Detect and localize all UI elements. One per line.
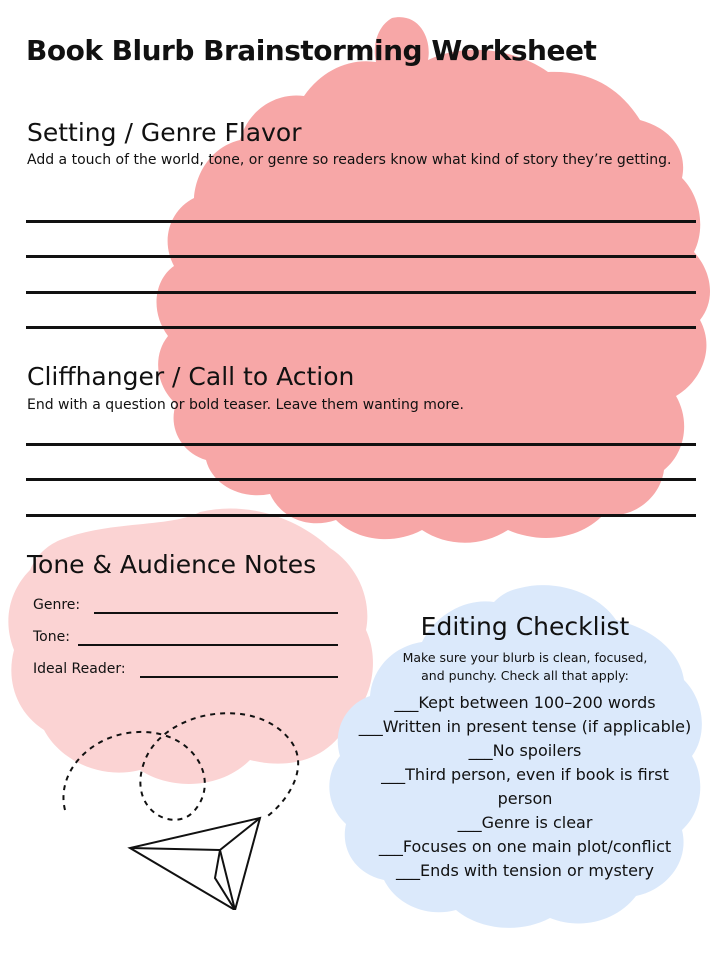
checklist-item-genre-clear[interactable]: ___Genre is clear — [457, 813, 593, 832]
tone-field[interactable] — [78, 644, 338, 646]
setting-heading: Setting / Genre Flavor — [27, 118, 302, 147]
worksheet-title: Book Blurb Brainstorming Worksheet — [26, 34, 597, 67]
checklist-item-present-tense[interactable]: ___Written in present tense (if applicable) — [358, 717, 692, 736]
editing-checklist — [352, 612, 698, 883]
genre-label: Genre: — [33, 597, 81, 613]
ideal-reader-field[interactable] — [140, 676, 338, 678]
tone-label: Tone: — [33, 629, 70, 645]
setting-writing-line-2[interactable] — [26, 255, 696, 258]
setting-writing-line-4[interactable] — [26, 326, 696, 329]
setting-writing-line-1[interactable] — [26, 220, 696, 223]
ideal-reader-label: Ideal Reader: — [33, 661, 126, 677]
checklist-items — [352, 691, 698, 883]
genre-field[interactable] — [94, 612, 338, 614]
paper-plane-icon — [55, 700, 355, 910]
checklist-item-tension[interactable]: ___Ends with tension or mystery — [396, 861, 654, 880]
tone-heading: Tone & Audience Notes — [27, 550, 317, 579]
checklist-heading: Editing Checklist — [420, 612, 630, 641]
checklist-item-no-spoilers[interactable]: ___No spoilers — [468, 741, 582, 760]
cliffhanger-writing-line-3[interactable] — [26, 514, 696, 517]
checklist-item-main-plot[interactable]: ___Focuses on one main plot/conflict — [378, 837, 672, 856]
cliffhanger-writing-line-2[interactable] — [26, 478, 696, 481]
cliffhanger-description: End with a question or bold teaser. Leave them wanting more. — [27, 397, 464, 413]
setting-description: Add a touch of the world, tone, or genre so readers know what kind of story they’re getting. — [27, 152, 672, 168]
cliffhanger-heading: Cliffhanger / Call to Action — [27, 362, 355, 391]
checklist-intro: Make sure your blurb is clean, focused, and punchy. Check all that apply: — [402, 650, 648, 683]
cliffhanger-writing-line-1[interactable] — [26, 443, 696, 446]
checklist-item-word-count[interactable]: ___Kept between 100–200 words — [394, 693, 656, 712]
setting-writing-line-3[interactable] — [26, 291, 696, 294]
checklist-item-third-person[interactable]: ___Third person, even if book is first person — [381, 765, 669, 808]
